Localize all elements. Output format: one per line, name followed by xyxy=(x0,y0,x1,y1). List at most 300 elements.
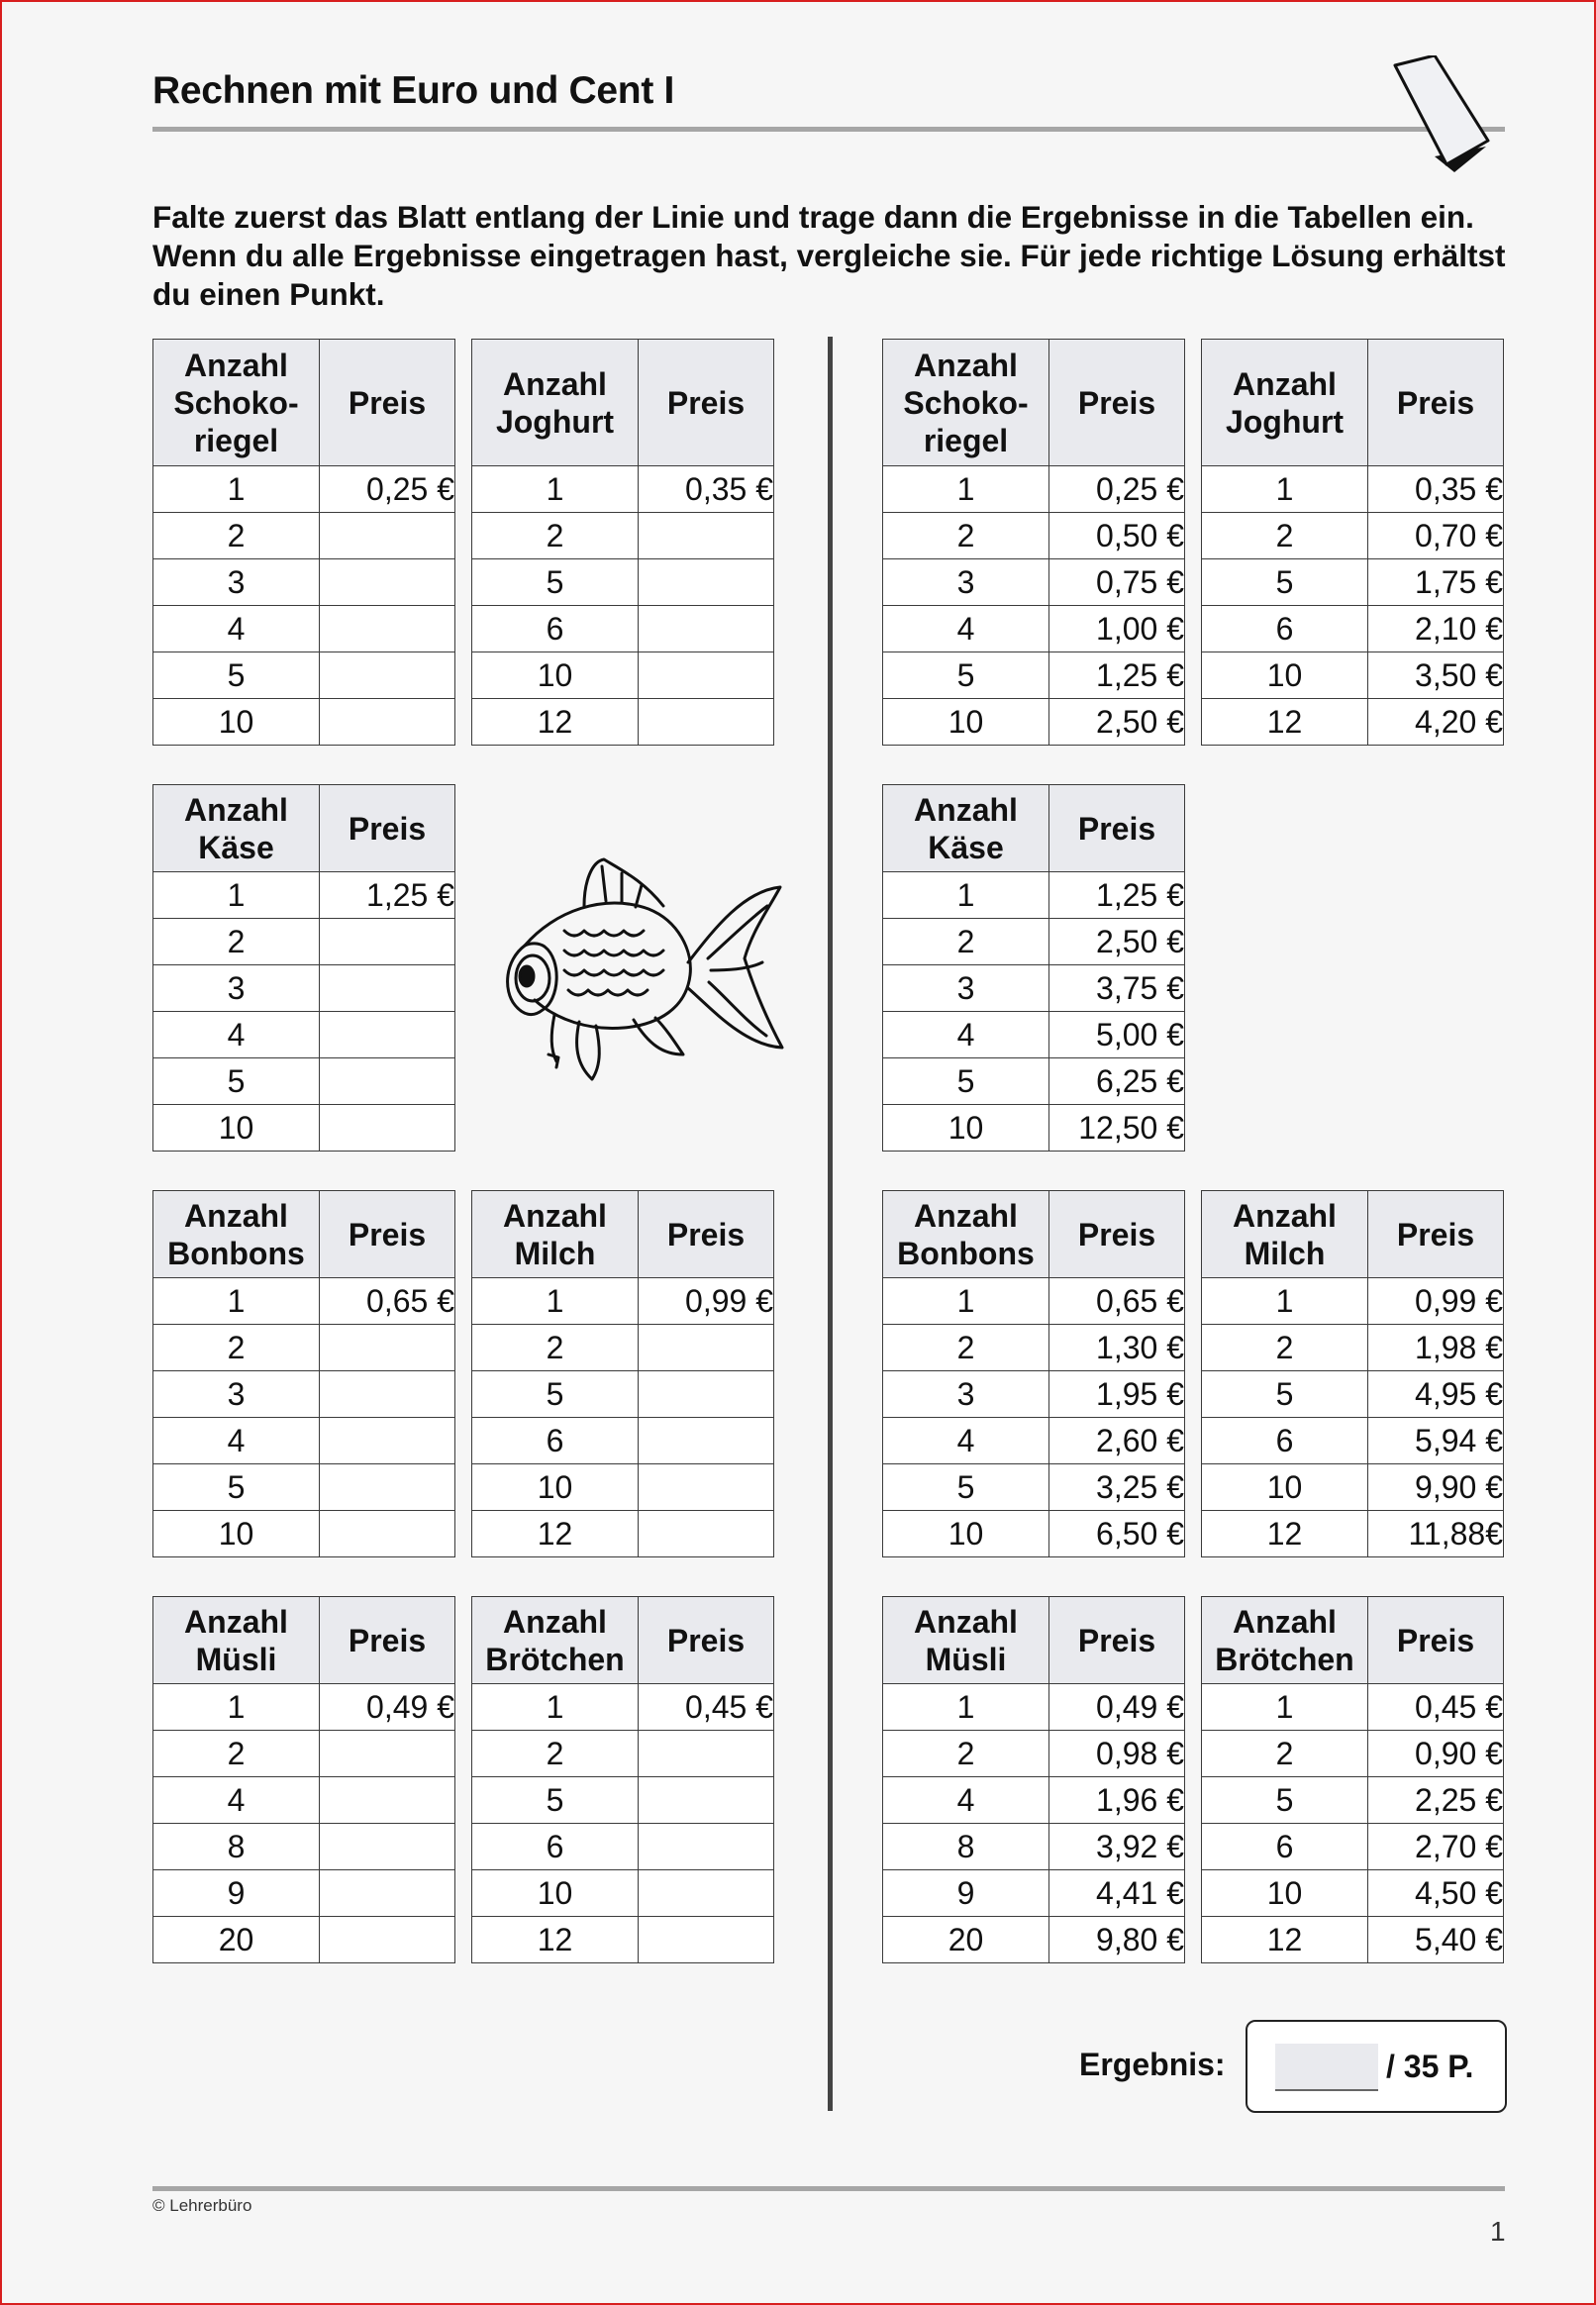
table-row xyxy=(883,1105,1185,1152)
title-underline xyxy=(152,127,1505,132)
price-cell: 4,50 € xyxy=(1368,1870,1504,1917)
header-quantity: Anzahl Käse xyxy=(153,785,320,872)
price-cell[interactable] xyxy=(320,1824,455,1870)
price-table-muesli-sol xyxy=(882,1596,1185,1963)
quantity-cell: 5 xyxy=(153,652,320,699)
price-cell: 1,25 € xyxy=(1049,872,1185,919)
price-cell[interactable] xyxy=(639,652,774,699)
table-row xyxy=(472,513,774,559)
quantity-cell: 6 xyxy=(1202,1418,1368,1464)
price-cell: 6,50 € xyxy=(1049,1511,1185,1557)
header-price: Preis xyxy=(1049,1191,1185,1278)
price-table-schoko-sol xyxy=(882,339,1185,746)
price-cell: 2,50 € xyxy=(1049,699,1185,746)
quantity-cell: 1 xyxy=(1202,1278,1368,1325)
header-price: Preis xyxy=(1368,1597,1504,1684)
quantity-cell: 10 xyxy=(153,1511,320,1557)
table-row xyxy=(472,652,774,699)
header-quantity: Anzahl Käse xyxy=(883,785,1049,872)
price-cell: 0,65 € xyxy=(320,1278,455,1325)
price-cell[interactable] xyxy=(320,1511,455,1557)
quantity-cell: 12 xyxy=(472,1511,639,1557)
quantity-cell: 4 xyxy=(883,1418,1049,1464)
header-quantity: Anzahl Müsli xyxy=(153,1597,320,1684)
price-cell: 5,40 € xyxy=(1368,1917,1504,1963)
table-row xyxy=(883,965,1185,1012)
quantity-cell: 5 xyxy=(883,1464,1049,1511)
price-cell[interactable] xyxy=(320,1870,455,1917)
price-cell[interactable] xyxy=(320,965,455,1012)
quantity-cell: 20 xyxy=(883,1917,1049,1963)
table-row xyxy=(153,1464,455,1511)
table-row xyxy=(1202,1917,1504,1963)
quantity-cell: 4 xyxy=(153,1012,320,1058)
result-points-input[interactable] xyxy=(1275,2044,1378,2091)
table-row xyxy=(883,1824,1185,1870)
table-row xyxy=(153,965,455,1012)
price-cell[interactable] xyxy=(320,1371,455,1418)
quantity-cell: 1 xyxy=(153,466,320,513)
table-row xyxy=(1202,1371,1504,1418)
header-price: Preis xyxy=(1049,785,1185,872)
table-row xyxy=(883,1418,1185,1464)
table-row xyxy=(883,1325,1185,1371)
header-price: Preis xyxy=(320,1191,455,1278)
table-row xyxy=(1202,1731,1504,1777)
quantity-cell: 2 xyxy=(472,513,639,559)
price-table-milch-sol xyxy=(1201,1190,1504,1557)
table-row xyxy=(472,559,774,606)
table-row xyxy=(153,1824,455,1870)
copyright: © Lehrerbüro xyxy=(152,2196,252,2215)
table-row xyxy=(153,1371,455,1418)
price-cell[interactable] xyxy=(639,1870,774,1917)
table-row xyxy=(883,559,1185,606)
price-cell: 0,99 € xyxy=(639,1278,774,1325)
result-box xyxy=(1246,2020,1507,2113)
price-cell: 3,75 € xyxy=(1049,965,1185,1012)
result-max-points: / 35 P. xyxy=(1386,2049,1474,2084)
table-row xyxy=(153,1278,455,1325)
table-row xyxy=(153,1870,455,1917)
table-row xyxy=(472,1777,774,1824)
price-table-joghurt xyxy=(471,339,774,746)
price-cell[interactable] xyxy=(320,1325,455,1371)
price-cell: 0,35 € xyxy=(639,466,774,513)
table-row xyxy=(153,1731,455,1777)
quantity-cell: 6 xyxy=(472,606,639,652)
price-table-broetchen xyxy=(471,1596,774,1963)
table-row xyxy=(1202,699,1504,746)
price-cell[interactable] xyxy=(320,513,455,559)
price-table-broetchen-sol xyxy=(1201,1596,1504,1963)
price-table-schoko xyxy=(152,339,455,746)
table-row xyxy=(472,1325,774,1371)
price-cell: 5,00 € xyxy=(1049,1012,1185,1058)
price-cell[interactable] xyxy=(639,559,774,606)
table-row xyxy=(883,1371,1185,1418)
table-row xyxy=(1202,1824,1504,1870)
header-price: Preis xyxy=(1368,340,1504,466)
table-row xyxy=(883,652,1185,699)
table-row xyxy=(472,1278,774,1325)
price-cell: 1,98 € xyxy=(1368,1325,1504,1371)
quantity-cell: 12 xyxy=(472,699,639,746)
quantity-cell: 3 xyxy=(883,965,1049,1012)
quantity-cell: 2 xyxy=(153,1325,320,1371)
table-row xyxy=(1202,652,1504,699)
quantity-cell: 10 xyxy=(883,1105,1049,1152)
quantity-cell: 2 xyxy=(153,919,320,965)
quantity-cell: 10 xyxy=(1202,1870,1368,1917)
price-cell: 2,70 € xyxy=(1368,1824,1504,1870)
quantity-cell: 4 xyxy=(883,1777,1049,1824)
price-cell: 0,45 € xyxy=(639,1684,774,1731)
table-row xyxy=(153,559,455,606)
table-row xyxy=(153,1325,455,1371)
fold-line xyxy=(828,337,833,2111)
header-quantity: Anzahl Brötchen xyxy=(472,1597,639,1684)
price-cell: 12,50 € xyxy=(1049,1105,1185,1152)
price-cell[interactable] xyxy=(320,559,455,606)
quantity-cell: 2 xyxy=(1202,513,1368,559)
instructions: Falte zuerst das Blatt entlang der Linie und trage dann die Ergebnisse in die Tabellen ein. Wenn du alle Ergebnisse eingetragen hast, vergleiche sie. Für jede richtige Lösung erhältst du einen Punkt. xyxy=(152,199,1506,312)
price-cell: 0,99 € xyxy=(1368,1278,1504,1325)
price-cell[interactable] xyxy=(639,1777,774,1824)
price-table-kaese xyxy=(152,784,455,1152)
price-cell[interactable] xyxy=(639,606,774,652)
header-price: Preis xyxy=(639,340,774,466)
quantity-cell: 2 xyxy=(883,513,1049,559)
quantity-cell: 4 xyxy=(153,1418,320,1464)
quantity-cell: 6 xyxy=(472,1824,639,1870)
quantity-cell: 2 xyxy=(472,1731,639,1777)
table-row xyxy=(472,1684,774,1731)
price-cell: 3,25 € xyxy=(1049,1464,1185,1511)
quantity-cell: 2 xyxy=(153,1731,320,1777)
price-cell[interactable] xyxy=(320,1058,455,1105)
table-row xyxy=(883,1012,1185,1058)
table-row xyxy=(1202,466,1504,513)
price-cell: 1,75 € xyxy=(1368,559,1504,606)
quantity-cell: 2 xyxy=(1202,1325,1368,1371)
quantity-cell: 3 xyxy=(883,559,1049,606)
table-row xyxy=(883,513,1185,559)
table-row xyxy=(153,513,455,559)
price-cell: 11,88€ xyxy=(1368,1511,1504,1557)
price-cell: 5,94 € xyxy=(1368,1418,1504,1464)
price-cell: 0,45 € xyxy=(1368,1684,1504,1731)
quantity-cell: 10 xyxy=(1202,652,1368,699)
quantity-cell: 5 xyxy=(472,1777,639,1824)
quantity-cell: 9 xyxy=(883,1870,1049,1917)
quantity-cell: 12 xyxy=(1202,699,1368,746)
quantity-cell: 3 xyxy=(153,1371,320,1418)
result-label: Ergebnis: xyxy=(1079,2047,1226,2082)
table-row xyxy=(472,1731,774,1777)
table-row xyxy=(1202,1464,1504,1511)
header-price: Preis xyxy=(1368,1191,1504,1278)
price-cell[interactable] xyxy=(639,1325,774,1371)
table-row xyxy=(1202,559,1504,606)
quantity-cell: 4 xyxy=(883,1012,1049,1058)
price-cell: 0,50 € xyxy=(1049,513,1185,559)
price-table-bonbons-sol xyxy=(882,1190,1185,1557)
price-cell: 0,25 € xyxy=(1049,466,1185,513)
table-row xyxy=(153,466,455,513)
price-cell[interactable] xyxy=(639,513,774,559)
table-row xyxy=(153,1012,455,1058)
header-quantity: Anzahl Joghurt xyxy=(1202,340,1368,466)
quantity-cell: 6 xyxy=(472,1418,639,1464)
quantity-cell: 4 xyxy=(153,606,320,652)
price-cell: 0,98 € xyxy=(1049,1731,1185,1777)
table-row xyxy=(883,1917,1185,1963)
header-price: Preis xyxy=(639,1597,774,1684)
table-row xyxy=(883,1731,1185,1777)
table-row xyxy=(472,1464,774,1511)
price-cell[interactable] xyxy=(639,1464,774,1511)
price-cell[interactable] xyxy=(639,699,774,746)
price-cell: 0,90 € xyxy=(1368,1731,1504,1777)
price-cell: 1,25 € xyxy=(320,872,455,919)
quantity-cell: 5 xyxy=(153,1058,320,1105)
quantity-cell: 4 xyxy=(153,1777,320,1824)
table-row xyxy=(1202,1777,1504,1824)
goldfish-illustration xyxy=(485,852,792,1089)
quantity-cell: 9 xyxy=(153,1870,320,1917)
table-row xyxy=(472,1870,774,1917)
header-price: Preis xyxy=(320,785,455,872)
fold-paper-icon xyxy=(1391,55,1510,184)
price-cell: 4,95 € xyxy=(1368,1371,1504,1418)
table-row xyxy=(153,1917,455,1963)
price-cell: 0,49 € xyxy=(320,1684,455,1731)
table-row xyxy=(153,1058,455,1105)
quantity-cell: 1 xyxy=(153,1278,320,1325)
table-row xyxy=(1202,1684,1504,1731)
table-row xyxy=(153,606,455,652)
header-quantity: Anzahl Bonbons xyxy=(883,1191,1049,1278)
quantity-cell: 1 xyxy=(1202,1684,1368,1731)
header-quantity: Anzahl Schoko-riegel xyxy=(883,340,1049,466)
header-price: Preis xyxy=(320,1597,455,1684)
quantity-cell: 1 xyxy=(472,1684,639,1731)
header-quantity: Anzahl Joghurt xyxy=(472,340,639,466)
price-cell[interactable] xyxy=(320,1105,455,1152)
price-cell[interactable] xyxy=(639,1731,774,1777)
price-table-kaese-sol xyxy=(882,784,1185,1152)
table-row xyxy=(153,1105,455,1152)
quantity-cell: 6 xyxy=(1202,1824,1368,1870)
quantity-cell: 2 xyxy=(1202,1731,1368,1777)
price-cell[interactable] xyxy=(320,1917,455,1963)
price-cell[interactable] xyxy=(320,1012,455,1058)
quantity-cell: 6 xyxy=(1202,606,1368,652)
header-quantity: Anzahl Milch xyxy=(1202,1191,1368,1278)
footer-rule xyxy=(152,2186,1505,2191)
table-row xyxy=(153,1418,455,1464)
table-row xyxy=(472,1824,774,1870)
table-row xyxy=(883,1870,1185,1917)
quantity-cell: 5 xyxy=(472,559,639,606)
table-row xyxy=(883,1278,1185,1325)
price-cell: 0,25 € xyxy=(320,466,455,513)
price-cell: 9,80 € xyxy=(1049,1917,1185,1963)
quantity-cell: 2 xyxy=(883,919,1049,965)
price-cell: 1,96 € xyxy=(1049,1777,1185,1824)
price-cell: 4,41 € xyxy=(1049,1870,1185,1917)
table-row xyxy=(883,699,1185,746)
quantity-cell: 5 xyxy=(472,1371,639,1418)
table-row xyxy=(1202,513,1504,559)
price-cell[interactable] xyxy=(320,1731,455,1777)
quantity-cell: 10 xyxy=(472,1464,639,1511)
header-price: Preis xyxy=(1049,340,1185,466)
price-cell: 6,25 € xyxy=(1049,1058,1185,1105)
table-row xyxy=(153,872,455,919)
price-cell[interactable] xyxy=(639,1371,774,1418)
price-cell[interactable] xyxy=(639,1511,774,1557)
price-cell: 2,50 € xyxy=(1049,919,1185,965)
table-row xyxy=(883,1058,1185,1105)
quantity-cell: 3 xyxy=(883,1371,1049,1418)
price-cell: 0,75 € xyxy=(1049,559,1185,606)
header-quantity: Anzahl Milch xyxy=(472,1191,639,1278)
quantity-cell: 4 xyxy=(883,606,1049,652)
quantity-cell: 3 xyxy=(153,965,320,1012)
price-cell: 1,30 € xyxy=(1049,1325,1185,1371)
price-cell[interactable] xyxy=(320,1777,455,1824)
table-row xyxy=(1202,1278,1504,1325)
quantity-cell: 10 xyxy=(153,699,320,746)
quantity-cell: 8 xyxy=(883,1824,1049,1870)
header-price: Preis xyxy=(320,340,455,466)
quantity-cell: 5 xyxy=(1202,1777,1368,1824)
quantity-cell: 1 xyxy=(883,466,1049,513)
price-table-milch xyxy=(471,1190,774,1557)
price-cell: 2,10 € xyxy=(1368,606,1504,652)
price-cell: 3,92 € xyxy=(1049,1824,1185,1870)
table-row xyxy=(472,1917,774,1963)
quantity-cell: 1 xyxy=(153,872,320,919)
quantity-cell: 12 xyxy=(472,1917,639,1963)
table-row xyxy=(472,1418,774,1464)
quantity-cell: 1 xyxy=(883,1278,1049,1325)
price-cell[interactable] xyxy=(320,699,455,746)
quantity-cell: 12 xyxy=(1202,1511,1368,1557)
quantity-cell: 20 xyxy=(153,1917,320,1963)
quantity-cell: 10 xyxy=(153,1105,320,1152)
price-cell[interactable] xyxy=(320,1418,455,1464)
table-row xyxy=(883,1511,1185,1557)
table-row xyxy=(1202,1325,1504,1371)
header-quantity: Anzahl Brötchen xyxy=(1202,1597,1368,1684)
price-cell[interactable] xyxy=(320,652,455,699)
quantity-cell: 1 xyxy=(883,1684,1049,1731)
quantity-cell: 2 xyxy=(472,1325,639,1371)
quantity-cell: 10 xyxy=(883,1511,1049,1557)
table-row xyxy=(883,606,1185,652)
quantity-cell: 5 xyxy=(883,1058,1049,1105)
table-row xyxy=(1202,1870,1504,1917)
quantity-cell: 10 xyxy=(472,1870,639,1917)
price-table-joghurt-sol xyxy=(1201,339,1504,746)
header-price: Preis xyxy=(1049,1597,1185,1684)
quantity-cell: 5 xyxy=(1202,559,1368,606)
quantity-cell: 1 xyxy=(1202,466,1368,513)
price-cell: 1,25 € xyxy=(1049,652,1185,699)
quantity-cell: 12 xyxy=(1202,1917,1368,1963)
quantity-cell: 2 xyxy=(153,513,320,559)
table-row xyxy=(1202,606,1504,652)
quantity-cell: 2 xyxy=(883,1325,1049,1371)
quantity-cell: 1 xyxy=(153,1684,320,1731)
quantity-cell: 1 xyxy=(472,466,639,513)
table-row xyxy=(153,1777,455,1824)
table-row xyxy=(153,919,455,965)
table-row xyxy=(472,1511,774,1557)
quantity-cell: 10 xyxy=(883,699,1049,746)
price-cell[interactable] xyxy=(639,1917,774,1963)
table-row xyxy=(1202,1418,1504,1464)
price-cell: 4,20 € xyxy=(1368,699,1504,746)
table-row xyxy=(153,652,455,699)
table-row xyxy=(153,1684,455,1731)
price-cell: 0,65 € xyxy=(1049,1278,1185,1325)
quantity-cell: 8 xyxy=(153,1824,320,1870)
quantity-cell: 5 xyxy=(1202,1371,1368,1418)
price-cell: 1,00 € xyxy=(1049,606,1185,652)
table-row xyxy=(883,466,1185,513)
header-quantity: Anzahl Schoko-riegel xyxy=(153,340,320,466)
table-row xyxy=(1202,1511,1504,1557)
header-quantity: Anzahl Bonbons xyxy=(153,1191,320,1278)
page-title: Rechnen mit Euro und Cent I xyxy=(152,69,675,112)
price-cell[interactable] xyxy=(320,1464,455,1511)
quantity-cell: 5 xyxy=(153,1464,320,1511)
table-row xyxy=(883,919,1185,965)
price-cell[interactable] xyxy=(639,1824,774,1870)
price-table-bonbons xyxy=(152,1190,455,1557)
price-cell: 1,95 € xyxy=(1049,1371,1185,1418)
quantity-cell: 1 xyxy=(472,1278,639,1325)
table-row xyxy=(883,1777,1185,1824)
price-cell: 0,35 € xyxy=(1368,466,1504,513)
table-row xyxy=(883,1464,1185,1511)
price-cell: 0,49 € xyxy=(1049,1684,1185,1731)
table-row xyxy=(472,606,774,652)
table-row xyxy=(153,699,455,746)
table-row xyxy=(472,466,774,513)
price-cell: 9,90 € xyxy=(1368,1464,1504,1511)
quantity-cell: 1 xyxy=(883,872,1049,919)
price-cell[interactable] xyxy=(639,1418,774,1464)
table-row xyxy=(153,1511,455,1557)
quantity-cell: 10 xyxy=(472,652,639,699)
quantity-cell: 3 xyxy=(153,559,320,606)
table-row xyxy=(472,1371,774,1418)
price-cell: 3,50 € xyxy=(1368,652,1504,699)
price-cell: 2,25 € xyxy=(1368,1777,1504,1824)
price-cell[interactable] xyxy=(320,606,455,652)
header-price: Preis xyxy=(639,1191,774,1278)
quantity-cell: 10 xyxy=(1202,1464,1368,1511)
price-cell[interactable] xyxy=(320,919,455,965)
table-row xyxy=(883,1684,1185,1731)
quantity-cell: 5 xyxy=(883,652,1049,699)
price-table-muesli xyxy=(152,1596,455,1963)
